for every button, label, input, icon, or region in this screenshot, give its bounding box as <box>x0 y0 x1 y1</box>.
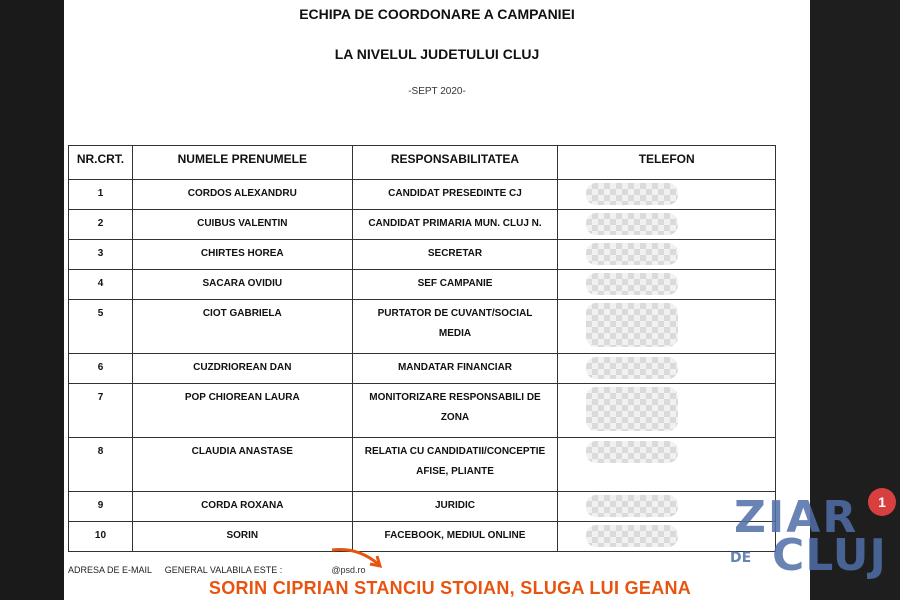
row-name: CORDA ROXANA <box>132 492 352 522</box>
row-nr: 8 <box>69 438 133 492</box>
phone-blur <box>586 495 678 517</box>
arrow-annotation-icon <box>330 544 390 570</box>
row-role: MANDATAR FINANCIAR <box>352 354 558 384</box>
row-phone-redacted <box>558 354 776 384</box>
row-role: SECRETAR <box>352 240 558 270</box>
row-phone-redacted <box>558 240 776 270</box>
table-row <box>69 180 776 210</box>
row-name: SACARA OVIDIU <box>132 270 352 300</box>
table-row <box>69 300 776 354</box>
email-domain: @psd.ro <box>331 565 366 575</box>
ziar-de-cluj-logo: ZIAR DE CLUJ <box>730 492 887 581</box>
table-row <box>69 438 776 492</box>
row-role: JURIDIC <box>352 492 558 522</box>
caption-overlay: SORIN CIPRIAN STANCIU STOIAN, SLUGA LUI GEANA <box>208 578 692 598</box>
row-nr: 5 <box>69 300 133 354</box>
row-name: CLAUDIA ANASTASE <box>132 438 352 492</box>
notification-badge[interactable]: 1 <box>868 488 896 516</box>
row-phone-redacted <box>558 270 776 300</box>
phone-blur <box>586 441 678 463</box>
table-header-row <box>69 146 776 180</box>
row-phone-redacted <box>558 300 776 354</box>
row-name: CIOT GABRIELA <box>132 300 352 354</box>
row-role: MONITORIZARE RESPONSABILI DE ZONA <box>352 384 558 438</box>
row-role: RELATIA CU CANDIDATII/CONCEPTIE AFISE, PLIANTE <box>352 438 558 492</box>
row-nr: 10 <box>69 522 133 552</box>
phone-blur <box>586 273 678 295</box>
coordination-table <box>68 145 776 552</box>
row-role: SEF CAMPANIE <box>352 270 558 300</box>
header-phone: TELEFON <box>558 146 776 180</box>
header-role: RESPONSABILITATEA <box>352 146 558 180</box>
row-name: CUZDRIOREAN DAN <box>132 354 352 384</box>
row-name: POP CHIOREAN LAURA <box>132 384 352 438</box>
row-name: SORIN <box>132 522 352 552</box>
document-subtitle: LA NIVELUL JUDETULUI CLUJ <box>334 46 540 62</box>
row-role: FACEBOOK, MEDIUL ONLINE <box>352 522 558 552</box>
header-nr: NR.CRT. <box>69 146 133 180</box>
row-phone-redacted <box>558 384 776 438</box>
left-margin-dark <box>0 0 64 600</box>
row-phone-redacted <box>558 210 776 240</box>
row-nr: 4 <box>69 270 133 300</box>
phone-blur <box>586 213 678 235</box>
table-row <box>69 522 776 552</box>
row-name: CUIBUS VALENTIN <box>132 210 352 240</box>
email-label: ADRESA DE E-MAIL <box>68 565 152 575</box>
row-nr: 7 <box>69 384 133 438</box>
table-row <box>69 210 776 240</box>
row-role: CANDIDAT PRIMARIA MUN. CLUJ N. <box>352 210 558 240</box>
document-date: -SEPT 2020- <box>408 86 466 97</box>
phone-blur <box>586 183 678 205</box>
row-role: PURTATOR DE CUVANT/SOCIAL MEDIA <box>352 300 558 354</box>
phone-blur <box>586 243 678 265</box>
email-note: GENERAL VALABILA ESTE : <box>164 565 283 575</box>
document-title: ECHIPA DE COORDONARE A CAMPANIEI <box>299 6 575 22</box>
row-name: CHIRTES HOREA <box>132 240 352 270</box>
row-nr: 1 <box>69 180 133 210</box>
header-name: NUMELE PRENUMELE <box>132 146 352 180</box>
email-footer <box>68 565 365 575</box>
table-row <box>69 240 776 270</box>
row-nr: 9 <box>69 492 133 522</box>
table-row <box>69 384 776 438</box>
row-role: CANDIDAT PRESEDINTE CJ <box>352 180 558 210</box>
phone-blur <box>586 525 678 547</box>
table-row <box>69 354 776 384</box>
row-name: CORDOS ALEXANDRU <box>132 180 352 210</box>
phone-blur <box>586 303 678 347</box>
table-row <box>69 492 776 522</box>
row-nr: 2 <box>69 210 133 240</box>
phone-blur <box>586 387 678 431</box>
row-phone-redacted <box>558 180 776 210</box>
row-phone-redacted <box>558 438 776 492</box>
row-nr: 6 <box>69 354 133 384</box>
row-nr: 3 <box>69 240 133 270</box>
phone-blur <box>586 357 678 379</box>
table-row <box>69 270 776 300</box>
